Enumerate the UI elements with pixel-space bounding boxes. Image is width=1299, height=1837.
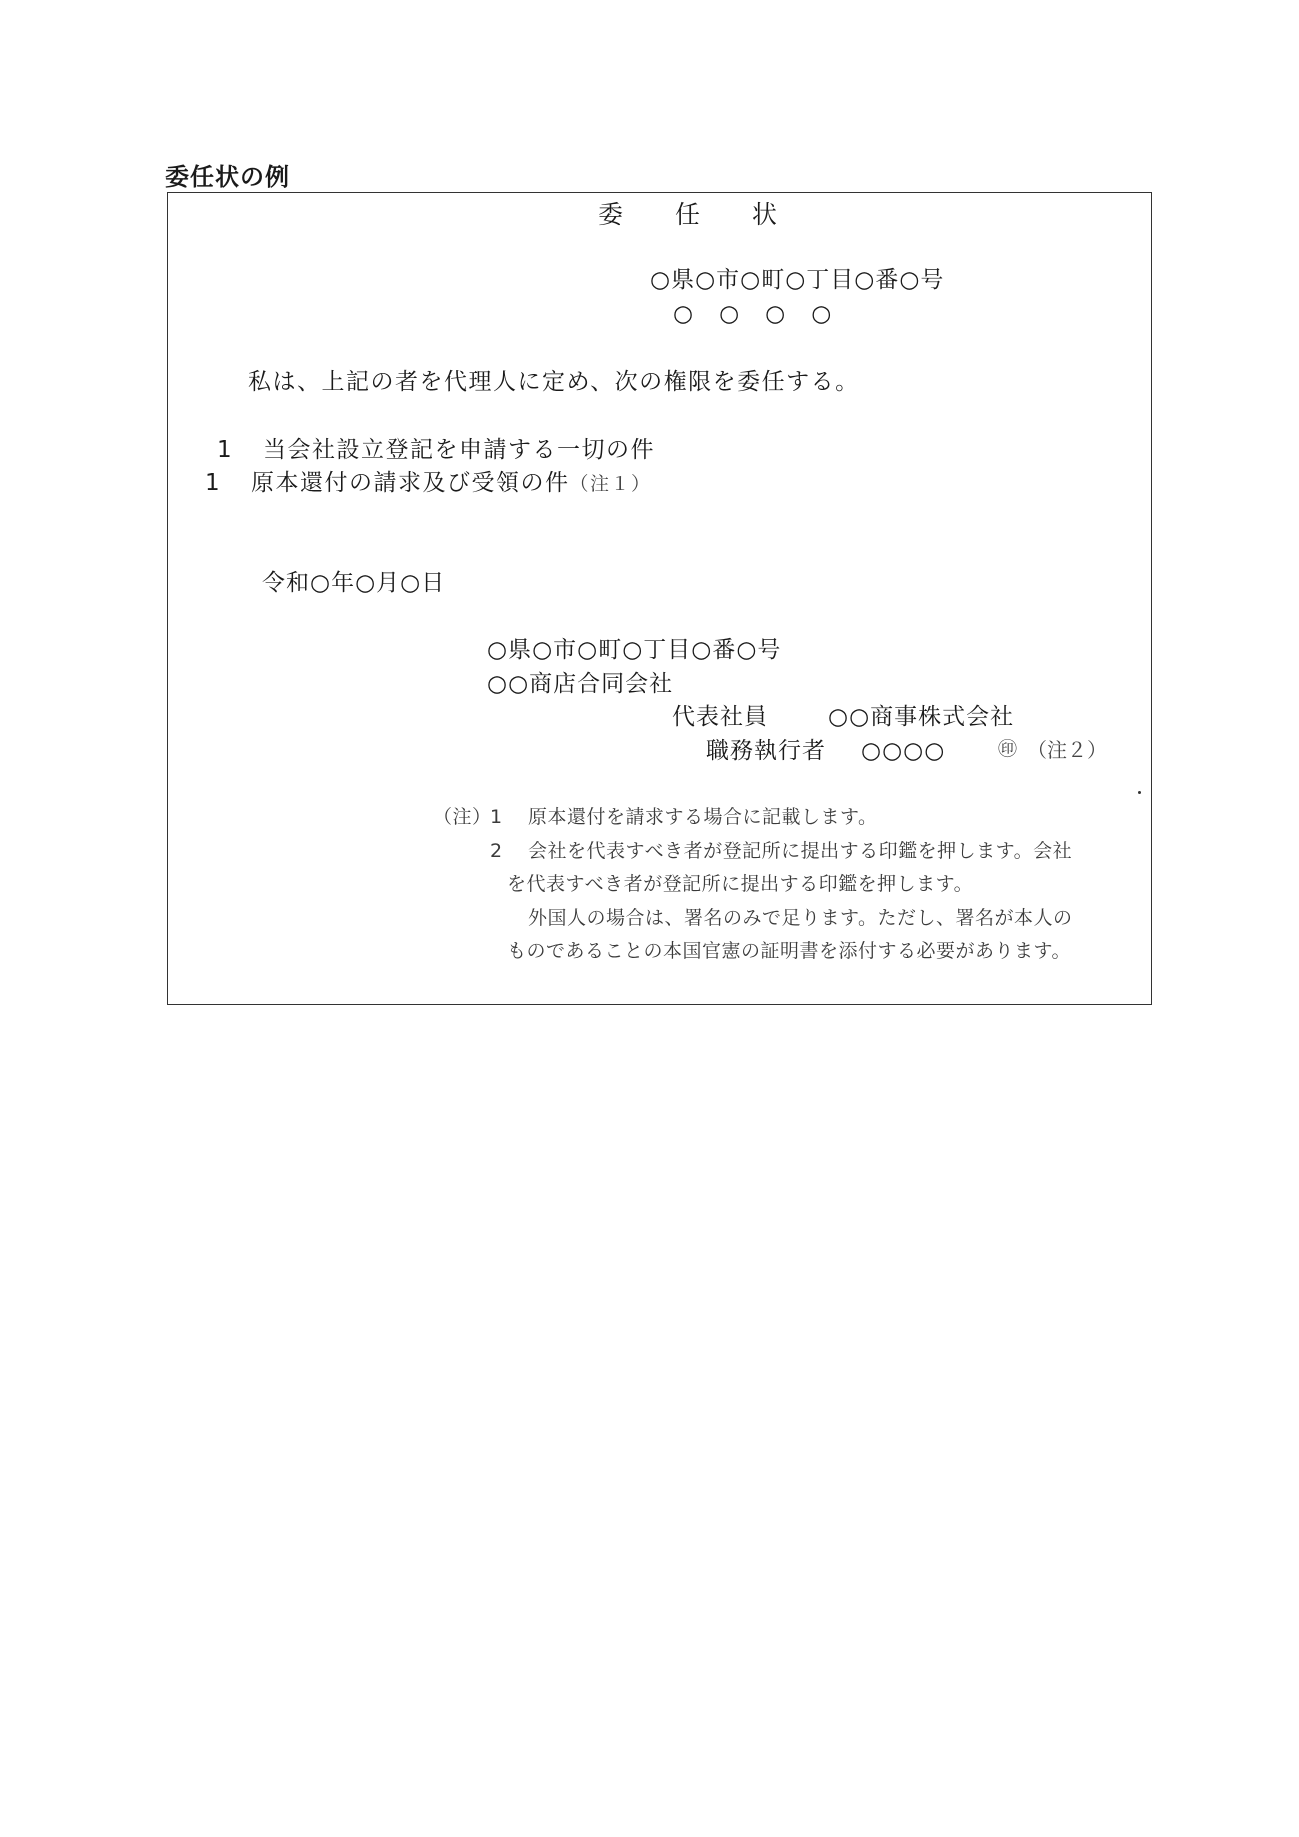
executor-name: ○○○○ [861, 738, 946, 764]
page-heading: 委任状の例 [165, 163, 290, 191]
note-line: 原本還付を請求する場合に記載します。 [528, 806, 878, 828]
note-number: 1 [490, 806, 503, 828]
delegation-statement: 私は、上記の者を代理人に定め、次の権限を委任する。 [248, 369, 860, 395]
executor-role: 職務執行者 [706, 738, 826, 764]
authority-item [205, 472, 652, 495]
seal-mark: ㊞ [998, 738, 1018, 760]
note-line: 会社を代表すべき者が登記所に提出する印鑑を押します。会社 [528, 840, 1073, 862]
authority-item-number: 1 [205, 470, 222, 496]
principal-company: ○○商店合同会社 [487, 671, 674, 697]
note-line: を代表すべき者が登記所に提出する印鑑を押します。 [507, 873, 974, 895]
authority-item-number: 1 [217, 437, 234, 463]
note-number: 2 [490, 840, 503, 862]
notes-label: （注） [433, 806, 492, 828]
principal-address: ○県○市○町○丁目○番○号 [487, 637, 782, 663]
agent-address: ○県○市○町○丁目○番○号 [650, 267, 945, 293]
document-date: 令和○年○月○日 [262, 570, 446, 596]
authority-item [217, 439, 655, 462]
representative-name: ○○商事株式会社 [828, 704, 1015, 730]
authority-item-text: 原本還付の請求及び受領の件 [251, 470, 570, 496]
note-line: 外国人の場合は、署名のみで足ります。ただし、署名が本人の [528, 907, 1073, 929]
authority-item-text: 当会社設立登記を申請する一切の件 [263, 437, 655, 463]
seal-note: （注２） [1027, 738, 1107, 762]
document-title: 委 任 状 [598, 200, 799, 229]
representative-role: 代表社員 [672, 704, 768, 730]
stray-dot [1138, 791, 1141, 794]
agent-name: ○○○○ [673, 301, 858, 327]
note-line: ものであることの本国官憲の証明書を添付する必要があります。 [507, 940, 1071, 962]
authority-item-note: （注１） [569, 473, 652, 495]
